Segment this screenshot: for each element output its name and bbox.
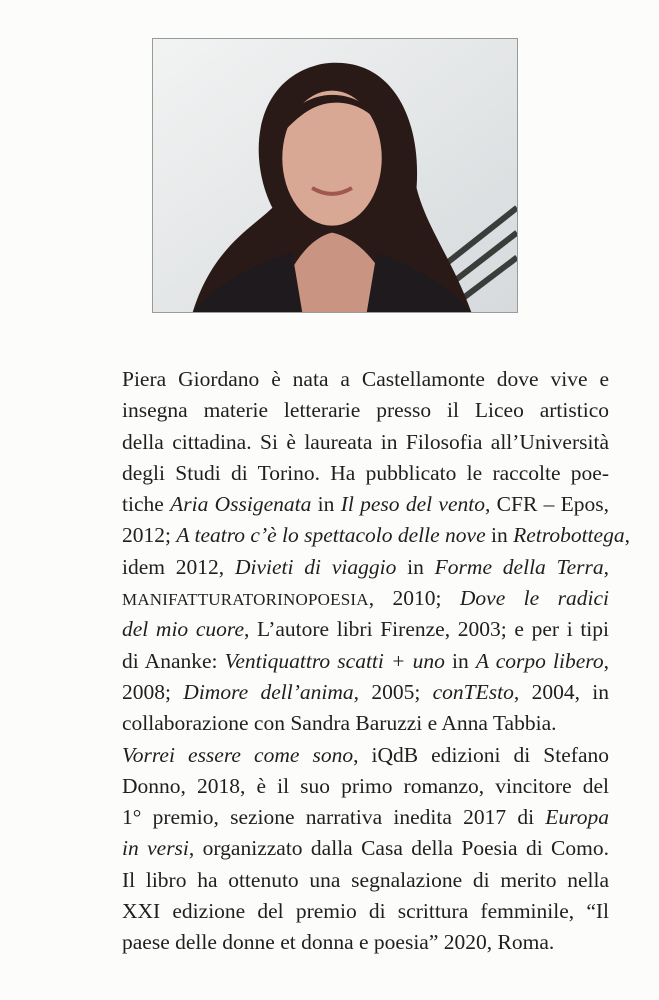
- bio-text: 2008;: [122, 679, 184, 704]
- bio-text: ,: [603, 648, 609, 673]
- bio-text: XXI edizione del premio di scrittura femminile, “Il: [122, 899, 609, 924]
- bio-line: [122, 927, 609, 958]
- bio-text: degli Studi di Torino. Ha pubblicato le raccolte poe-: [122, 460, 609, 485]
- bio-title-italic: A teatro c’è lo spettacolo delle nove: [176, 523, 486, 548]
- bio-line: [122, 646, 609, 677]
- bio-text: , 2005;: [353, 679, 433, 704]
- bio-title-italic: Retrobottega: [513, 523, 625, 548]
- bio-line: [122, 583, 609, 614]
- bio-text: 1° premio, sezione narrativa inedita 2017 di: [122, 805, 546, 830]
- bio-line: [122, 489, 609, 520]
- bio-text: Donno, 2018, è il suo primo romanzo, vincitore del: [122, 773, 609, 798]
- bio-line: [122, 614, 609, 645]
- bio-line: [122, 708, 609, 739]
- bio-text: della cittadina. Si è laureata in Filosofia all’Università: [122, 429, 609, 454]
- bio-text: , CFR – Epos,: [484, 492, 609, 517]
- bio-line: [122, 896, 609, 927]
- bio-line: [122, 458, 609, 489]
- bio-line: [122, 740, 609, 771]
- bio-title-italic: Forme della Terra: [434, 554, 604, 579]
- bio-text: Il libro ha ottenuto una segnalazione di merito nella: [122, 867, 609, 892]
- bio-title-italic: Dimore dell’anima: [183, 679, 354, 704]
- bio-text: in: [485, 523, 514, 548]
- bio-line: [122, 833, 609, 864]
- bio-line: [122, 520, 630, 551]
- bio-text: in: [444, 648, 476, 673]
- bio-title-italic: Dove le radici: [459, 586, 609, 611]
- bio-text: , L’autore libri Firenze, 2003; e per i tipi: [244, 617, 609, 642]
- bio-text: , 2004, in: [513, 679, 609, 704]
- bio-text: tiche: [122, 492, 171, 517]
- bio-title-italic: Europa: [545, 805, 609, 830]
- bio-line: [122, 865, 609, 896]
- bio-title-italic: Vorrei essere come sono: [122, 742, 354, 767]
- bio-line: [122, 802, 609, 833]
- bio-line: [122, 427, 609, 458]
- author-biography: [122, 364, 630, 959]
- bio-line: [122, 552, 609, 583]
- bio-title-italic: Divieti di viaggio: [234, 554, 397, 579]
- author-photo: [152, 38, 518, 313]
- bio-line: [122, 677, 609, 708]
- bio-text: di Ananke:: [122, 648, 225, 673]
- bio-text: 2012;: [122, 523, 177, 548]
- bio-text: ,: [624, 523, 630, 548]
- bio-text: in: [396, 554, 435, 579]
- bio-text: collaborazione con Sandra Baruzzi e Anna Tabbia.: [122, 711, 557, 736]
- bio-title-italic: in versi: [122, 836, 189, 861]
- bio-text: , iQdB edizioni di Stefano: [353, 742, 609, 767]
- bio-text: idem 2012,: [122, 554, 235, 579]
- bio-text: ,: [603, 554, 609, 579]
- bio-title-italic: Ventiquattro scatti + uno: [224, 648, 445, 673]
- bio-title-italic: A corpo libero: [475, 648, 604, 673]
- bio-text: , organizzato dalla Casa della Poesia di Como.: [188, 836, 609, 861]
- bio-text: Piera Giordano è nata a Castellamonte dove vive e: [122, 367, 609, 391]
- bio-title-italic: Aria Ossigenata: [170, 492, 312, 517]
- bio-text: , 2010;: [368, 586, 460, 611]
- bio-title-italic: del mio cuore: [122, 617, 244, 642]
- bio-line: [122, 395, 609, 426]
- bio-text: insegna materie letterarie presso il Liceo artistico: [122, 398, 609, 423]
- bio-text: MANIFATTURATORINOPOESIA: [122, 590, 369, 610]
- bio-title-italic: Il peso del vento: [340, 492, 485, 517]
- bio-title-italic: conTEsto: [432, 679, 514, 704]
- bio-text: in: [311, 492, 341, 517]
- bio-line: [122, 364, 609, 395]
- bio-text: paese delle donne et donna e poesia” 2020, Roma.: [122, 930, 555, 955]
- portrait-image: [153, 39, 517, 312]
- bio-line: [122, 771, 609, 802]
